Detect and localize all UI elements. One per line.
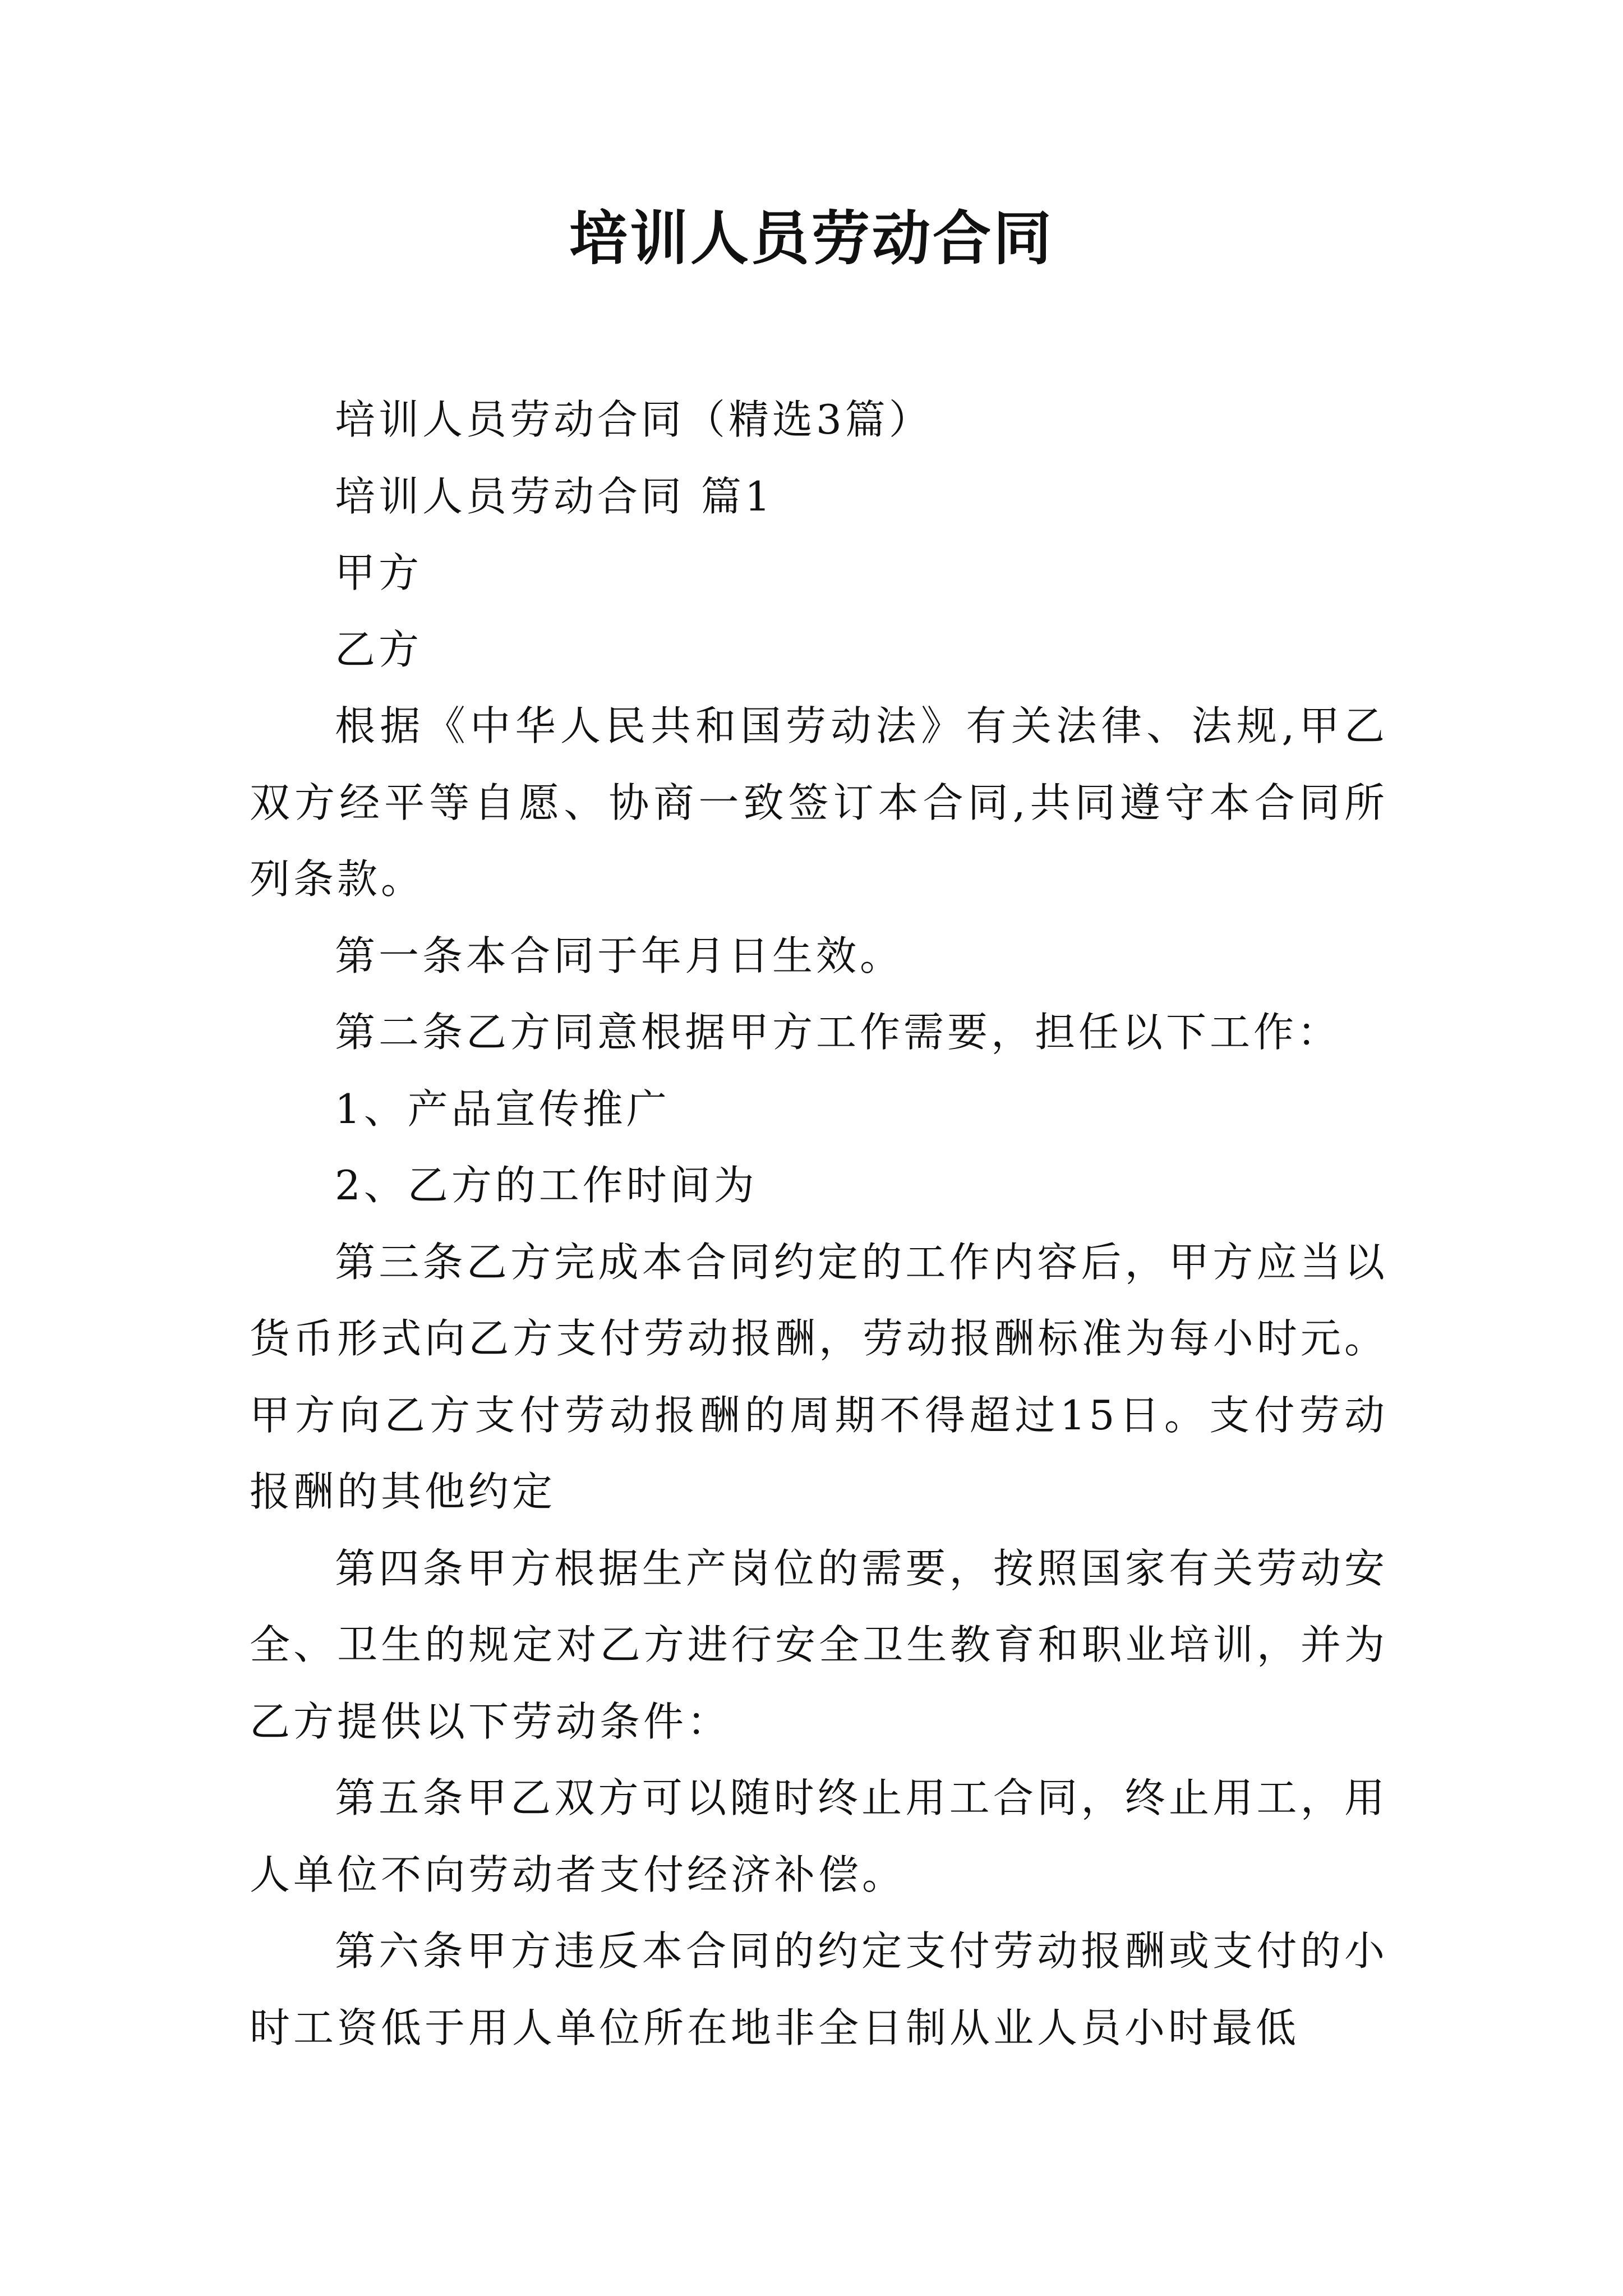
paragraph-party-a: 甲方 (335, 549, 423, 596)
paragraph-heading: 培训人员劳动合同（精选3篇） (335, 396, 933, 443)
paragraph-section-title: 培训人员劳动合同 篇1 (335, 472, 774, 520)
paragraph-article-4: 第四条甲方根据生产岗位的需要，按照国家有关劳动安全、卫生的规定对乙方进行安全卫生教育和职业培训，并为乙方提供以下劳动条件： (250, 1544, 1388, 1745)
paragraph-item-1: 1、产品宣传推广 (335, 1085, 670, 1133)
paragraph-item-2: 2、乙方的工作时间为 (335, 1162, 758, 1209)
paragraph-party-b: 乙方 (335, 625, 423, 673)
paragraph-article-6: 第六条甲方违反本合同的约定支付劳动报酬或支付的小时工资低于用人单位所在地非全日制从业人员小时最低 (250, 1927, 1388, 2051)
paragraph-article-2: 第二条乙方同意根据甲方工作需要，担任以下工作： (335, 1009, 1341, 1056)
document-title: 培训人员劳动合同 (569, 204, 1054, 273)
paragraph-article-5: 第五条甲乙双方可以随时终止用工合同，终止用工，用人单位不向劳动者支付经济补偿。 (250, 1774, 1388, 1898)
document-body (250, 381, 1388, 2066)
paragraph-article-3: 第三条乙方完成本合同约定的工作内容后，甲方应当以货币形式向乙方支付劳动报酬，劳动报酬标准为每小时元。甲方向乙方支付劳动报酬的周期不得超过15日。支付劳动报酬的其他约定 (250, 1238, 1388, 1515)
paragraph-article-1: 第一条本合同于年月日生效。 (335, 932, 904, 979)
paragraph-preamble: 根据《中华人民共和国劳动法》有关法律、法规,甲乙双方经平等自愿、协商一致签订本合同,共同遵守本合同所列条款。 (250, 702, 1388, 903)
